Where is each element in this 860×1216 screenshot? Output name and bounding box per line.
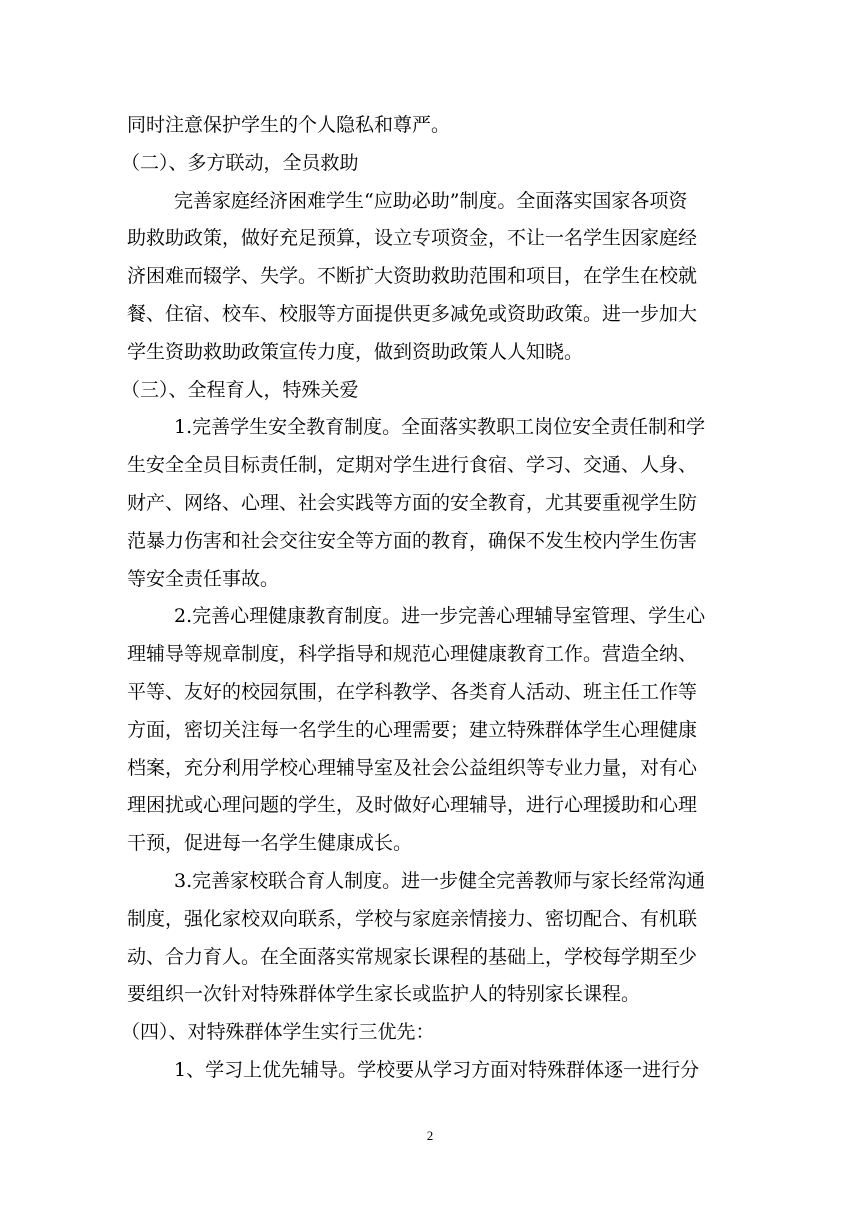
section-heading: （三）、全程育人，特殊关爱	[121, 378, 359, 401]
text-line: 制度，强化家校双向联系，学校与家庭亲情接力、密切配合、有机联	[127, 907, 698, 930]
text-line: 助救助政策，做好充足预算，设立专项资金，不让一名学生因家庭经	[127, 227, 698, 250]
section-heading: （四）、对特殊群体学生实行三优先：	[121, 1021, 435, 1044]
text-line: 动、合力育人。在全面落实常规家长课程的基础上，学校每学期至少	[127, 945, 698, 968]
paragraph-first-line: 完善家庭经济困难学生“应助必助”制度。全面落实国家各项资	[174, 189, 688, 212]
paragraph-first-line: 1、学习上优先辅导。学校要从学习方面对特殊群体逐一进行分	[174, 1058, 700, 1081]
text-line: 济困难而辍学、失学。不断扩大资助救助范围和项目，在学生在校就	[127, 265, 698, 288]
text-line: 范暴力伤害和社会交往安全等方面的教育，确保不发生校内学生伤害	[127, 529, 698, 552]
paragraph-first-line: 1.完善学生安全教育制度。全面落实教职工岗位安全责任制和学	[174, 416, 706, 439]
text-line: 等安全责任事故。	[127, 567, 280, 590]
paragraph-first-line: 2.完善心理健康教育制度。进一步完善心理辅导室管理、学生心	[174, 605, 706, 628]
section-heading: （二）、多方联动，全员救助	[121, 151, 359, 174]
text-line: 要组织一次针对特殊群体学生家长或监护人的特别家长课程。	[127, 983, 641, 1006]
text-line: 生安全全员目标责任制，定期对学生进行食宿、学习、交通、人身、	[127, 454, 698, 477]
text-line: 理辅导等规章制度，科学指导和规范心理健康教育工作。营造全纳、	[127, 643, 698, 666]
paragraph-first-line: 3.完善家校联合育人制度。进一步健全完善教师与家长经常沟通	[174, 869, 706, 892]
text-line: 餐、住宿、校车、校服等方面提供更多减免或资助政策。进一步加大	[127, 302, 698, 325]
text-line: 学生资助救助政策宣传力度，做到资助政策人人知晓。	[127, 340, 584, 363]
text-line: 财产、网络、心理、社会实践等方面的安全教育，尤其要重视学生防	[127, 491, 698, 514]
text-line: 方面，密切关注每一名学生的心理需要；建立特殊群体学生心理健康	[127, 718, 698, 741]
page-number: 2	[426, 1128, 434, 1143]
text-line: 平等、友好的校园氛围，在学科教学、各类育人活动、班主任工作等	[127, 680, 698, 703]
text-line: 干预，促进每一名学生健康成长。	[127, 832, 413, 855]
body-text	[121, 107, 739, 1090]
text-line: 同时注意保护学生的个人隐私和尊严。	[127, 114, 451, 136]
text-line: 理困扰或心理问题的学生，及时做好心理辅导，进行心理援助和心理	[127, 794, 698, 817]
text-line: 档案，充分利用学校心理辅导室及社会公益组织等专业力量，对有心	[127, 756, 698, 779]
